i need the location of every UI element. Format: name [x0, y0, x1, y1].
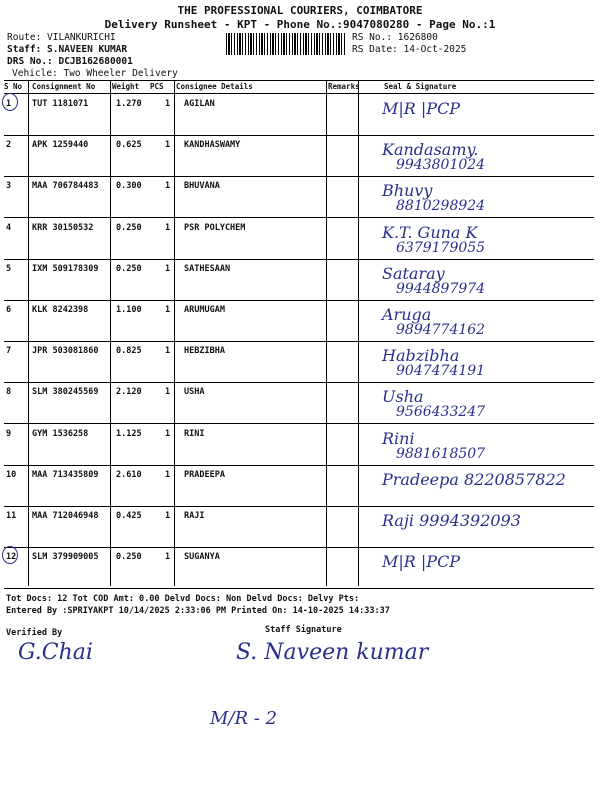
- row-consignee: PRADEEPA: [184, 469, 225, 480]
- route-label: Route: VILANKURICHI: [7, 32, 116, 43]
- row-consignee: USHA: [184, 387, 205, 398]
- col-consignment: Consignment No: [32, 82, 96, 91]
- row-signature: K.T. Guna K: [382, 222, 478, 242]
- row-signature: Kandasamy.: [382, 140, 479, 160]
- row-consignment: IXM 509178309: [32, 263, 99, 274]
- row-pcs: 1: [165, 346, 171, 357]
- runsheet-title: THE PROFESSIONAL COURIERS, COIMBATORE: [177, 4, 423, 17]
- row-weight: 0.300: [116, 181, 142, 192]
- col-seal: Seal & Signature: [384, 82, 457, 91]
- row-consignee: PSR POLYCHEM: [184, 222, 246, 233]
- sno-circle-mark: [2, 93, 18, 111]
- row-consignee: KANDHASWAMY: [184, 140, 241, 151]
- col-consignee: Consignee Details: [176, 82, 253, 91]
- row-sno: 3: [6, 181, 12, 192]
- row-consignment: MAA 706784483: [32, 181, 99, 192]
- row-signature: Habzibha: [382, 346, 460, 366]
- row-phone: 9943801024: [396, 157, 486, 174]
- footer-entered: Entered By :SPRIYAKPT 10/14/2025 2:33:06 PM Printed On: 14-10-2025 14:33:37: [6, 606, 390, 616]
- staff-label: Staff: S.NAVEEN KUMAR: [7, 44, 128, 55]
- row-consignment: KRR 30150532: [32, 222, 94, 233]
- row-signature: Bhuvy: [382, 181, 433, 201]
- table-header: [4, 80, 594, 94]
- row-phone: 9881618507: [396, 445, 486, 462]
- row-weight: 2.120: [116, 387, 142, 398]
- row-weight: 0.250: [116, 552, 142, 563]
- row-signature: Rini: [382, 428, 415, 448]
- table-row: [4, 93, 594, 136]
- row-consignee: RINI: [184, 428, 205, 439]
- row-consignment: SLM 379909005: [32, 552, 99, 563]
- table-row: [4, 175, 594, 218]
- row-pcs: 1: [165, 305, 171, 315]
- row-consignment: GYM 1536258: [32, 428, 89, 439]
- row-sno: 1: [6, 99, 12, 109]
- barcode: [226, 33, 346, 55]
- row-signature: M|R |PCP: [382, 552, 461, 572]
- row-weight: 0.425: [116, 511, 142, 521]
- row-weight: 2.610: [116, 469, 142, 480]
- row-consignment: SLM 380245569: [32, 387, 99, 398]
- col-pcs: PCS: [150, 82, 164, 91]
- row-sno: 4: [6, 222, 12, 233]
- row-signature: Pradeepa 8220857822: [382, 469, 566, 489]
- row-phone: 9566433247: [396, 404, 486, 421]
- row-pcs: 1: [165, 469, 171, 480]
- row-consignment: TUT 1181071: [32, 99, 89, 109]
- col-remarks: Remarks: [328, 82, 360, 91]
- row-signature: M|R |PCP: [382, 99, 461, 118]
- col-weight: Weight: [112, 82, 140, 91]
- row-consignee: SATHESAAN: [184, 263, 231, 274]
- row-weight: 0.250: [116, 263, 142, 274]
- row-sno: 7: [6, 346, 12, 357]
- row-pcs: 1: [165, 387, 171, 398]
- row-consignee: HEBZIBHA: [184, 346, 225, 357]
- staff-signature: S. Naveen kumar: [236, 640, 429, 665]
- row-phone: 9944897974: [396, 280, 486, 297]
- row-pcs: 1: [165, 181, 171, 192]
- row-consignee: SUGANYA: [184, 552, 220, 563]
- row-signature: Aruga: [382, 305, 432, 324]
- drs-label: DRS No.: DCJB162680001: [7, 56, 133, 67]
- staff-signature-label: Staff Signature: [265, 625, 342, 635]
- table-row: [4, 217, 594, 260]
- row-consignment: KLK 8242398: [32, 305, 89, 315]
- row-signature: Sataray: [382, 263, 445, 283]
- rs-date: RS Date: 14-Oct-2025: [352, 44, 467, 55]
- row-weight: 0.825: [116, 346, 142, 357]
- mr-note: M/R - 2: [210, 708, 278, 729]
- row-phone: 9894774162: [396, 322, 486, 338]
- table-row: [4, 258, 594, 301]
- row-consignee: BHUVANA: [184, 181, 220, 192]
- row-signature: Raji 9994392093: [382, 511, 521, 530]
- row-consignment: JPR 503081860: [32, 346, 99, 357]
- footer-totals: Tot Docs: 12 Tot COD Amt: 0.00 Delvd Docs: Non Delvd Docs: Delvy Pts:: [6, 594, 360, 604]
- row-pcs: 1: [165, 552, 171, 563]
- table-row: [4, 299, 594, 342]
- table-row: [4, 381, 594, 424]
- row-consignee: ARUMUGAM: [184, 305, 225, 315]
- row-consignment: MAA 713435809: [32, 469, 99, 480]
- row-weight: 1.100: [116, 305, 142, 315]
- row-weight: 0.625: [116, 140, 142, 151]
- row-pcs: 1: [165, 511, 171, 521]
- table-row: [4, 134, 594, 177]
- row-pcs: 1: [165, 140, 171, 151]
- row-signature: Usha: [382, 387, 424, 407]
- row-consignment: MAA 712046948: [32, 511, 99, 521]
- verified-by-label: Verified By: [6, 628, 63, 638]
- table-row: [4, 464, 594, 507]
- row-pcs: 1: [165, 428, 171, 439]
- row-pcs: 1: [165, 99, 171, 109]
- row-consignee: RAJI: [184, 511, 205, 521]
- row-phone: 6379179055: [396, 239, 486, 256]
- row-sno: 2: [6, 140, 12, 151]
- row-weight: 0.250: [116, 222, 142, 233]
- row-sno: 12: [6, 552, 17, 563]
- rs-number: RS No.: 1626800: [352, 32, 438, 43]
- row-sno: 9: [6, 428, 12, 439]
- row-phone: 9047474191: [396, 363, 486, 380]
- runsheet-subtitle: Delivery Runsheet - KPT - Phone No.:9047080280 - Page No.:1: [104, 18, 496, 31]
- row-sno: 11: [6, 511, 17, 521]
- table-row: [4, 423, 594, 466]
- row-sno: 6: [6, 305, 12, 315]
- row-consignment: APK 1259440: [32, 140, 89, 151]
- row-sno: 10: [6, 469, 17, 480]
- row-weight: 1.125: [116, 428, 142, 439]
- vehicle-label: Vehicle: Two Wheeler Delivery: [12, 68, 178, 79]
- row-consignee: AGILAN: [184, 99, 215, 109]
- table-row: [4, 340, 594, 383]
- col-sno: S No: [4, 82, 23, 91]
- row-phone: 8810298924: [396, 198, 486, 215]
- table-row: [4, 505, 594, 548]
- row-pcs: 1: [165, 263, 171, 274]
- row-weight: 1.270: [116, 99, 142, 109]
- table-row: [4, 546, 594, 589]
- row-pcs: 1: [165, 222, 171, 233]
- verified-signature: G.Chai: [18, 640, 93, 665]
- row-sno: 5: [6, 263, 12, 274]
- row-sno: 8: [6, 387, 12, 398]
